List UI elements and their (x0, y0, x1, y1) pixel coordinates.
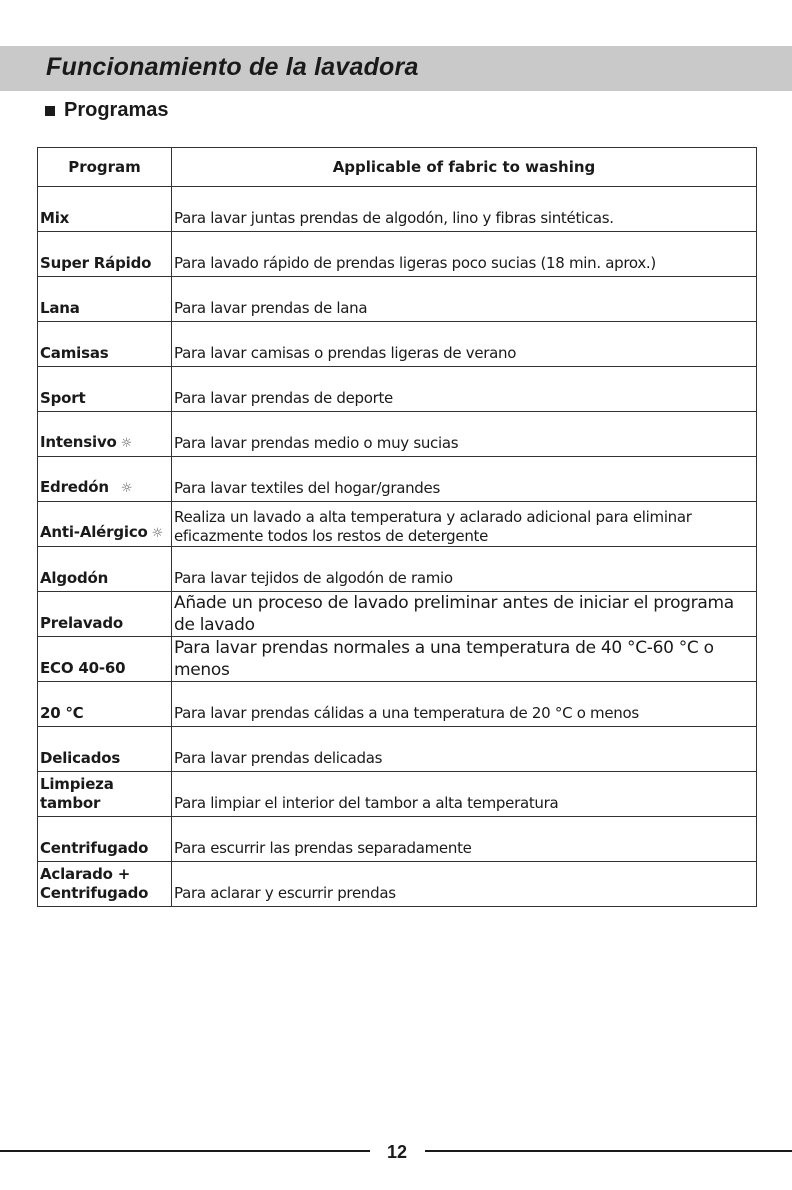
table-row (38, 502, 757, 547)
stain-icon: ☼ (120, 436, 133, 451)
column-header-program: Program (38, 148, 172, 187)
section-heading (45, 99, 169, 122)
column-header-fabric: Applicable of fabric to washing (172, 148, 757, 187)
program-description: Para lavado rápido de prendas ligeras poco sucias (18 min. aprox.) (172, 232, 757, 277)
table-header-row (38, 148, 757, 187)
stain-icon: ☼ (151, 526, 164, 541)
table-row (38, 637, 757, 682)
program-name (38, 682, 172, 727)
program-name (38, 547, 172, 592)
program-description: Para escurrir las prendas separadamente (172, 817, 757, 862)
table-row (38, 232, 757, 277)
program-label: ECO 40-60 (40, 659, 126, 677)
program-name (38, 412, 172, 457)
program-description: Para lavar prendas de lana (172, 277, 757, 322)
program-name (38, 817, 172, 862)
programs-table (37, 147, 757, 907)
section-heading-label: Programas (64, 99, 169, 121)
program-description: Para lavar textiles del hogar/grandes (172, 457, 757, 502)
program-description: Añade un proceso de lavado preliminar antes de iniciar el programa de lavado (172, 592, 757, 637)
program-label: Anti-Alérgico (40, 523, 148, 541)
program-name (38, 502, 172, 547)
program-label: Aclarado + Centrifugado (40, 865, 149, 902)
table-row (38, 547, 757, 592)
table-row (38, 367, 757, 412)
program-name (38, 592, 172, 637)
table-row (38, 277, 757, 322)
table-row (38, 322, 757, 367)
program-name (38, 772, 172, 817)
program-description: Para lavar tejidos de algodón de ramio (172, 547, 757, 592)
table-row (38, 412, 757, 457)
program-name (38, 277, 172, 322)
program-name (38, 637, 172, 682)
program-name (38, 727, 172, 772)
program-label: 20 ℃ (40, 704, 84, 722)
table-row (38, 817, 757, 862)
program-label: Sport (40, 389, 86, 407)
program-description: Realiza un lavado a alta temperatura y aclarado adicional para eliminar eficazmente todos los restos de detergente (172, 502, 757, 547)
program-description: Para aclarar y escurrir prendas (172, 862, 757, 907)
program-description: Para lavar prendas delicadas (172, 727, 757, 772)
program-description: Para limpiar el interior del tambor a alta temperatura (172, 772, 757, 817)
program-name (38, 367, 172, 412)
program-label: Lana (40, 299, 80, 317)
square-bullet-icon (45, 106, 55, 116)
program-label: Mix (40, 209, 70, 227)
program-label: Limpieza tambor (40, 775, 114, 812)
table-row (38, 682, 757, 727)
program-label: Intensivo (40, 433, 117, 451)
program-name (38, 862, 172, 907)
table-row (38, 592, 757, 637)
program-description: Para lavar prendas cálidas a una temperatura de 20 °C o menos (172, 682, 757, 727)
page-number: 12 (386, 1142, 408, 1162)
program-label: Centrifugado (40, 839, 149, 857)
program-label: Super Rápido (40, 254, 152, 272)
program-description: Para lavar juntas prendas de algodón, lino y fibras sintéticas. (172, 187, 757, 232)
table-row (38, 727, 757, 772)
program-label: Edredón (40, 478, 109, 496)
program-name (38, 322, 172, 367)
program-label: Camisas (40, 344, 109, 362)
footer-divider-right (425, 1150, 792, 1152)
stain-icon: ☼ (120, 481, 133, 496)
page-title: Funcionamiento de la lavadora (46, 53, 419, 81)
program-description: Para lavar camisas o prendas ligeras de verano (172, 322, 757, 367)
program-description: Para lavar prendas de deporte (172, 367, 757, 412)
program-description: Para lavar prendas medio o muy sucias (172, 412, 757, 457)
table-row (38, 862, 757, 907)
program-label: Delicados (40, 749, 121, 767)
footer-divider-left (0, 1150, 370, 1152)
program-description: Para lavar prendas normales a una temperatura de 40 °C-60 °C o menos (172, 637, 757, 682)
program-name (38, 457, 172, 502)
table-row (38, 772, 757, 817)
program-name (38, 232, 172, 277)
program-name (38, 187, 172, 232)
program-label: Algodón (40, 569, 109, 587)
table-row (38, 457, 757, 502)
program-label: Prelavado (40, 614, 123, 632)
table-row (38, 187, 757, 232)
